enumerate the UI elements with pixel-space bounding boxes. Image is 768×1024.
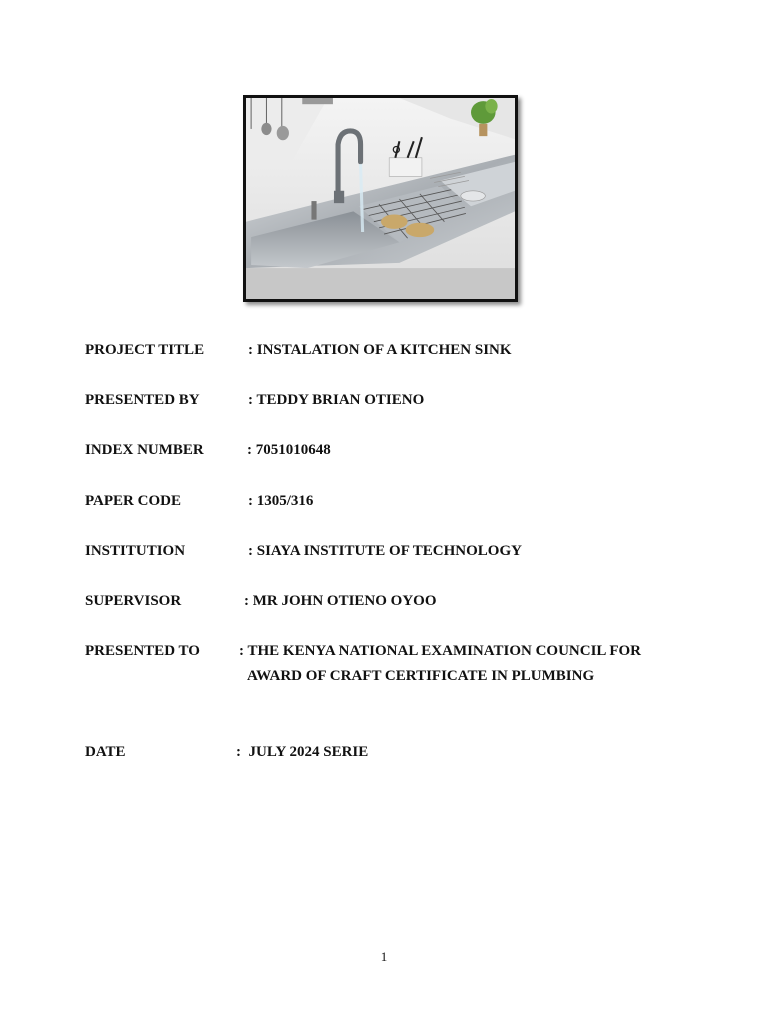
field-label: PRESENTED TO [85, 643, 200, 659]
field-value: : TEDDY BRIAN OTIENO [248, 392, 425, 408]
field-label: PROJECT TITLE [85, 342, 205, 358]
field-label: DATE [85, 744, 126, 760]
field-value: : INSTALATION OF A KITCHEN SINK [248, 342, 512, 358]
field-label: PAPER CODE [85, 493, 181, 509]
field-label: SUPERVISOR [85, 593, 182, 609]
field-value-continued: AWARD OF CRAFT CERTIFICATE IN PLUMBING [247, 668, 595, 684]
field-value: : SIAYA INSTITUTE OF TECHNOLOGY [248, 543, 522, 559]
field-value: : 1305/316 [248, 493, 314, 509]
field-label: PRESENTED BY [85, 392, 200, 408]
kitchen-sink-photo [243, 95, 518, 302]
field-value: : JULY 2024 SERIE [236, 744, 369, 760]
page-number: 1 [380, 949, 388, 964]
field-value: : 7051010648 [247, 442, 331, 458]
field-label: INDEX NUMBER [85, 442, 204, 458]
field-label: INSTITUTION [85, 543, 186, 559]
field-value: : MR JOHN OTIENO OYOO [244, 593, 437, 609]
field-value: : THE KENYA NATIONAL EXAMINATION COUNCIL FOR [239, 643, 642, 659]
